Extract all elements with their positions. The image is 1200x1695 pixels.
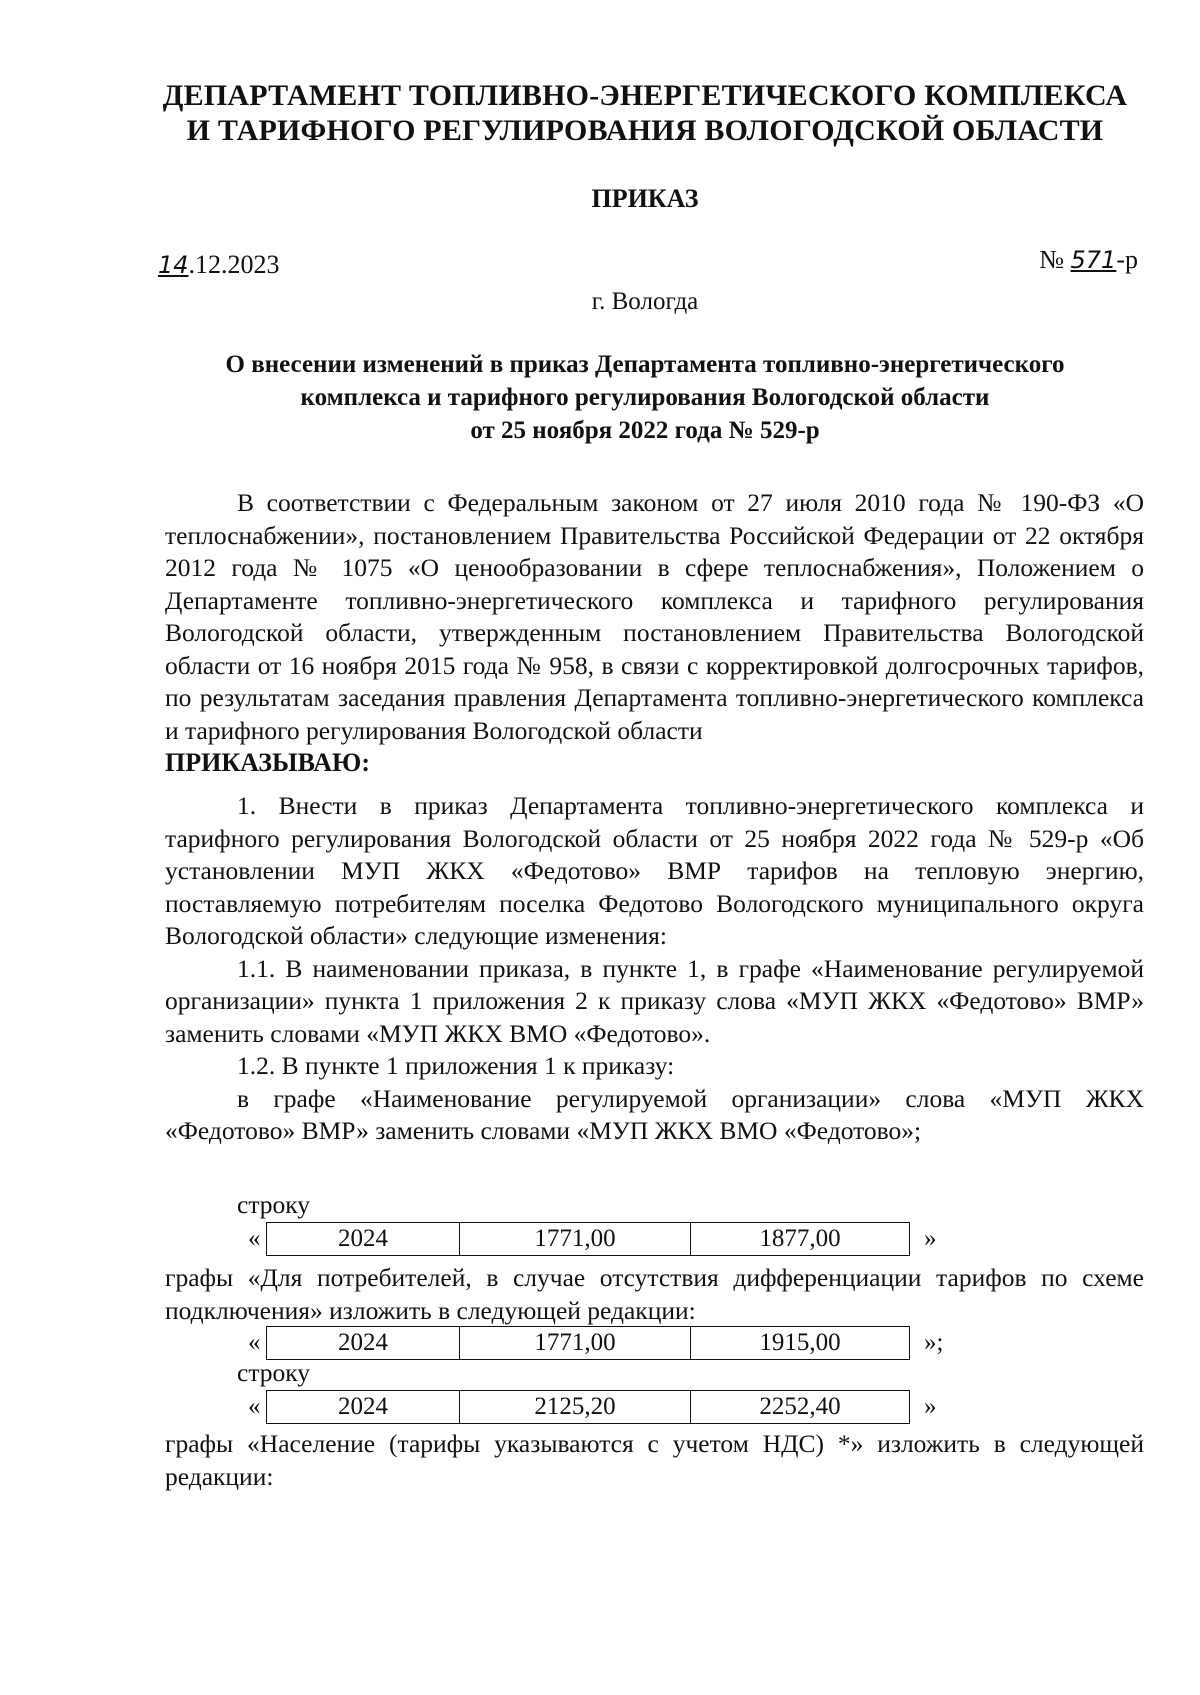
close-quote: » bbox=[924, 1225, 937, 1252]
document-city: г. Вологда bbox=[591, 288, 699, 315]
cell-year: 2024 bbox=[267, 1327, 460, 1359]
value-row-2 bbox=[248, 1326, 943, 1360]
value-table-2 bbox=[266, 1326, 910, 1360]
cell-value-1: 2125,20 bbox=[460, 1391, 691, 1423]
cell-value-2: 1877,00 bbox=[759, 1225, 841, 1252]
value-table-1 bbox=[266, 1222, 910, 1256]
value-row-1 bbox=[248, 1222, 937, 1256]
row-label-2: строку bbox=[237, 1358, 311, 1387]
department-line-2: И ТАРИФНОГО РЕГУЛИРОВАНИЯ ВОЛОГОДСКОЙ ОБЛАСТИ bbox=[186, 114, 1104, 147]
graph-2-text: графы «Население (тарифы указываются с учетом НДС) *» изложить в следующей редакции: bbox=[165, 1429, 1144, 1491]
department-header bbox=[150, 78, 1140, 148]
open-quote: « bbox=[248, 1393, 261, 1420]
preamble-paragraph: В соответствии с Федеральным законом от 27 июля 2010 года № 190-ФЗ «О теплоснабжении», постановлением Правительства Российской Федерации от 22 октября 2012 года № 1075 «О ценообразовании в сфере теплоснабжения», Положением о Департаменте топливно-энергетического комплекса и тарифного регулирования Вологодской области, утвержденным постановлением Правительства Вологодской области от 16 ноября 2015 года № 958, в связи с корректировкой долгосрочных тарифов, по результатам заседания правления Департамента топливно-энергетического комплекса и тарифного регулирования Вологодской области bbox=[165, 488, 1144, 745]
items-block bbox=[165, 790, 1144, 1148]
graph-1-text: графы «Для потребителей, в случае отсутствия дифференциации тарифов по схеме подключения» изложить в следующей редакции: bbox=[165, 1263, 1144, 1325]
value-row-3 bbox=[248, 1390, 937, 1424]
item-1-1: 1.1. В наименовании приказа, в пункте 1, в графе «Наименование регулируемой организации» пункта 1 приложения 2 к приказу слова «МУП ЖКХ «Федотово» ВМР» заменить словами «МУП ЖКХ ВМО «Федотово». bbox=[165, 953, 1144, 1048]
open-quote: « bbox=[248, 1329, 261, 1356]
close-quote: »; bbox=[924, 1329, 944, 1356]
number-sign: № bbox=[1039, 245, 1065, 274]
close-quote: » bbox=[924, 1393, 937, 1420]
item-1: 1. Внести в приказ Департамента топливно-энергетического комплекса и тарифного регулирования Вологодской области от 25 ноября 2022 года № 529-р «Об установлении МУП ЖКХ «Федотово» ВМР тарифов на тепловую энергию, поставляемую потребителям поселка Федотово Вологодского муниципального округа Вологодской области» следующие изменения: bbox=[165, 791, 1144, 950]
document-subject bbox=[150, 348, 1140, 447]
subject-line-3: от 25 ноября 2022 года № 529-р bbox=[470, 417, 820, 444]
cell-year: 2024 bbox=[267, 1391, 460, 1423]
number-suffix: -р bbox=[1116, 245, 1138, 274]
preamble-block bbox=[165, 487, 1144, 780]
cell-value-2: 2252,40 bbox=[759, 1393, 841, 1420]
open-quote: « bbox=[248, 1225, 261, 1252]
document-type: ПРИКАЗ bbox=[591, 184, 699, 213]
order-word: ПРИКАЗЫВАЮ: bbox=[165, 748, 370, 777]
number-handwritten: 571 bbox=[1070, 246, 1117, 274]
cell-value-1: 1771,00 bbox=[460, 1327, 691, 1359]
value-table-3 bbox=[266, 1390, 910, 1424]
date-day-handwritten: 14 bbox=[158, 251, 189, 279]
cell-year: 2024 bbox=[267, 1223, 460, 1255]
item-1-2: 1.2. В пункте 1 приложения 1 к приказу: bbox=[237, 1051, 675, 1080]
document-number bbox=[1039, 245, 1138, 275]
subject-line-2: комплекса и тарифного регулирования Вологодской области bbox=[300, 384, 990, 411]
item-1-2-a: в графе «Наименование регулируемой организации» слова «МУП ЖКХ «Федотово» ВМР» заменить словами «МУП ЖКХ ВМО «Федотово»; bbox=[165, 1083, 1144, 1145]
date-month-year: .12.2023 bbox=[188, 250, 280, 279]
row-label-1: строку bbox=[237, 1190, 311, 1219]
department-line-1: ДЕПАРТАМЕНТ ТОПЛИВНО-ЭНЕРГЕТИЧЕСКОГО КОМПЛЕКСА bbox=[162, 79, 1128, 112]
document-date bbox=[158, 250, 280, 280]
cell-value-1: 1771,00 bbox=[460, 1223, 691, 1255]
subject-line-1: О внесении изменений в приказ Департамента топливно-энергетического bbox=[225, 351, 1065, 378]
cell-value-2: 1915,00 bbox=[759, 1329, 841, 1356]
